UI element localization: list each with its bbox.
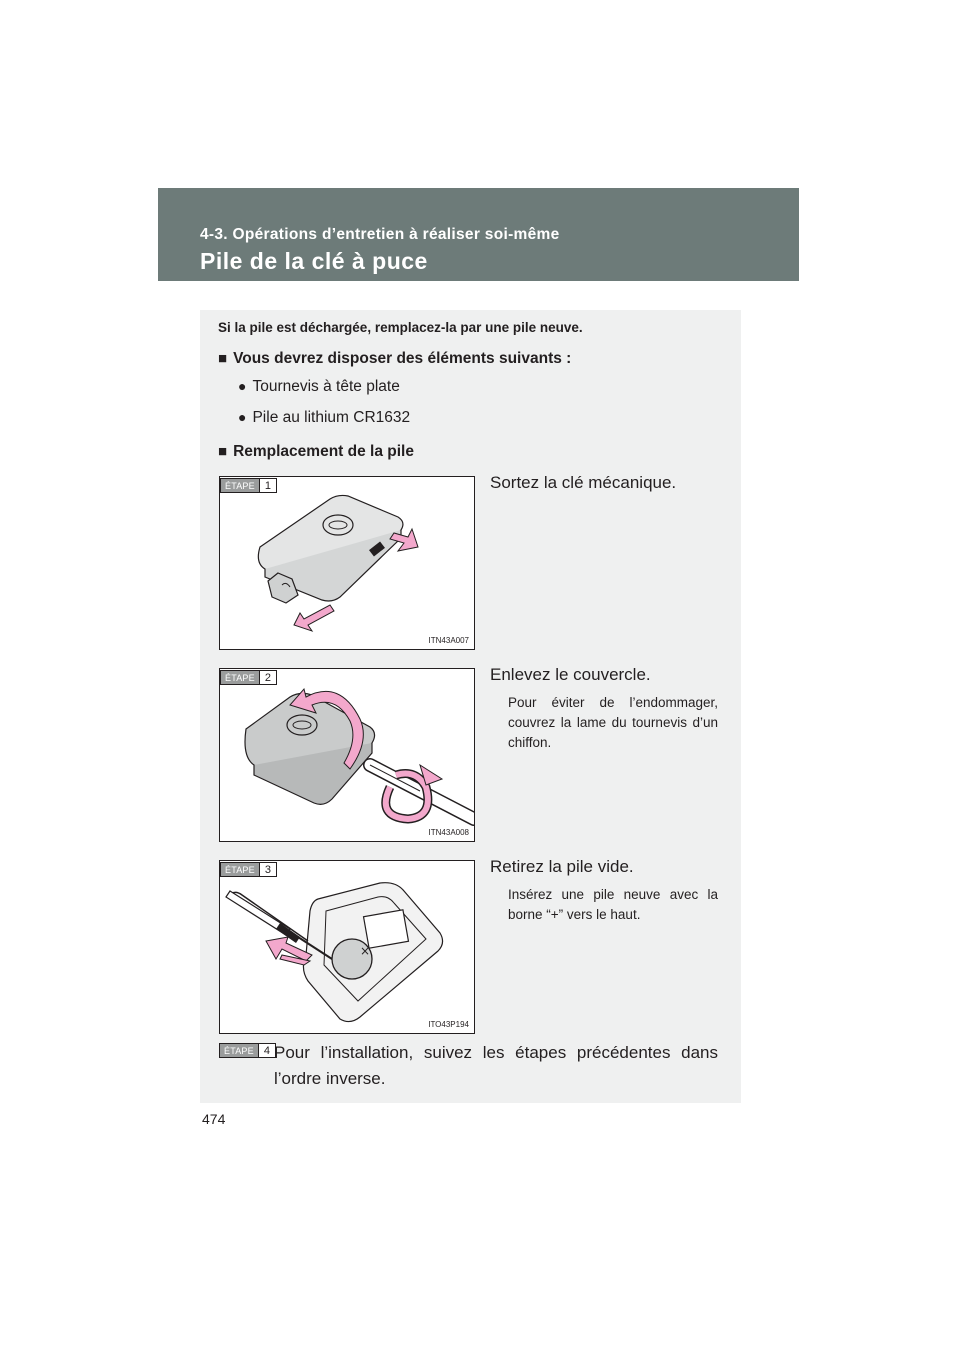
requirement-item: ● Tournevis à tête plate — [238, 378, 400, 395]
step-2-figure — [219, 668, 475, 842]
step-4-badge: ÉTAPE 4 — [219, 1043, 276, 1058]
requirements-heading: ■ Vous devrez disposer des éléments suivants : — [218, 350, 572, 367]
chapter-header — [158, 188, 799, 281]
step-3-figure — [219, 860, 475, 1034]
cover-removal-illustration — [220, 669, 474, 841]
step-4-text: Pour l’installation, suivez les étapes précédentes dans l’ordre inverse. — [274, 1043, 718, 1088]
page-title: Pile de la clé à puce — [200, 248, 428, 274]
round-bullet-icon: ● — [238, 409, 247, 425]
smart-key-illustration — [220, 477, 474, 649]
step-badge: ÉTAPE 1 — [220, 478, 277, 493]
figure-code: ITO43P194 — [428, 1020, 469, 1029]
step-badge: ÉTAPE 2 — [220, 670, 277, 685]
step-1-text: Sortez la clé mécanique. — [490, 473, 677, 492]
step-1-figure — [219, 476, 475, 650]
section-title: 4-3. Opérations d’entretien à réaliser soi-même — [200, 226, 560, 243]
svg-text:×: × — [360, 944, 371, 958]
step-2-note: Pour éviter de l’endommager, couvrez la lame du tournevis d’un chiffon. — [508, 695, 718, 750]
figure-code: ITN43A007 — [428, 636, 469, 645]
requirement-item: ● Pile au lithium CR1632 — [238, 409, 411, 426]
intro-text: Si la pile est déchargée, remplacez-la par une pile neuve. — [218, 320, 583, 335]
step-badge: ÉTAPE 3 — [220, 862, 277, 877]
replacement-heading: ■ Remplacement de la pile — [218, 443, 414, 460]
step-3-text: Retirez la pile vide. — [490, 857, 634, 876]
square-bullet-icon: ■ — [218, 350, 228, 367]
figure-code: ITN43A008 — [428, 828, 469, 837]
step-2-text: Enlevez le couvercle. — [490, 665, 651, 684]
page-number: 474 — [202, 1111, 226, 1127]
step-3-note: Insérez une pile neuve avec la borne “+” vers le haut. — [508, 887, 718, 922]
square-bullet-icon: ■ — [218, 443, 228, 460]
battery-replacement-illustration — [220, 861, 474, 1033]
round-bullet-icon: ● — [238, 378, 247, 394]
